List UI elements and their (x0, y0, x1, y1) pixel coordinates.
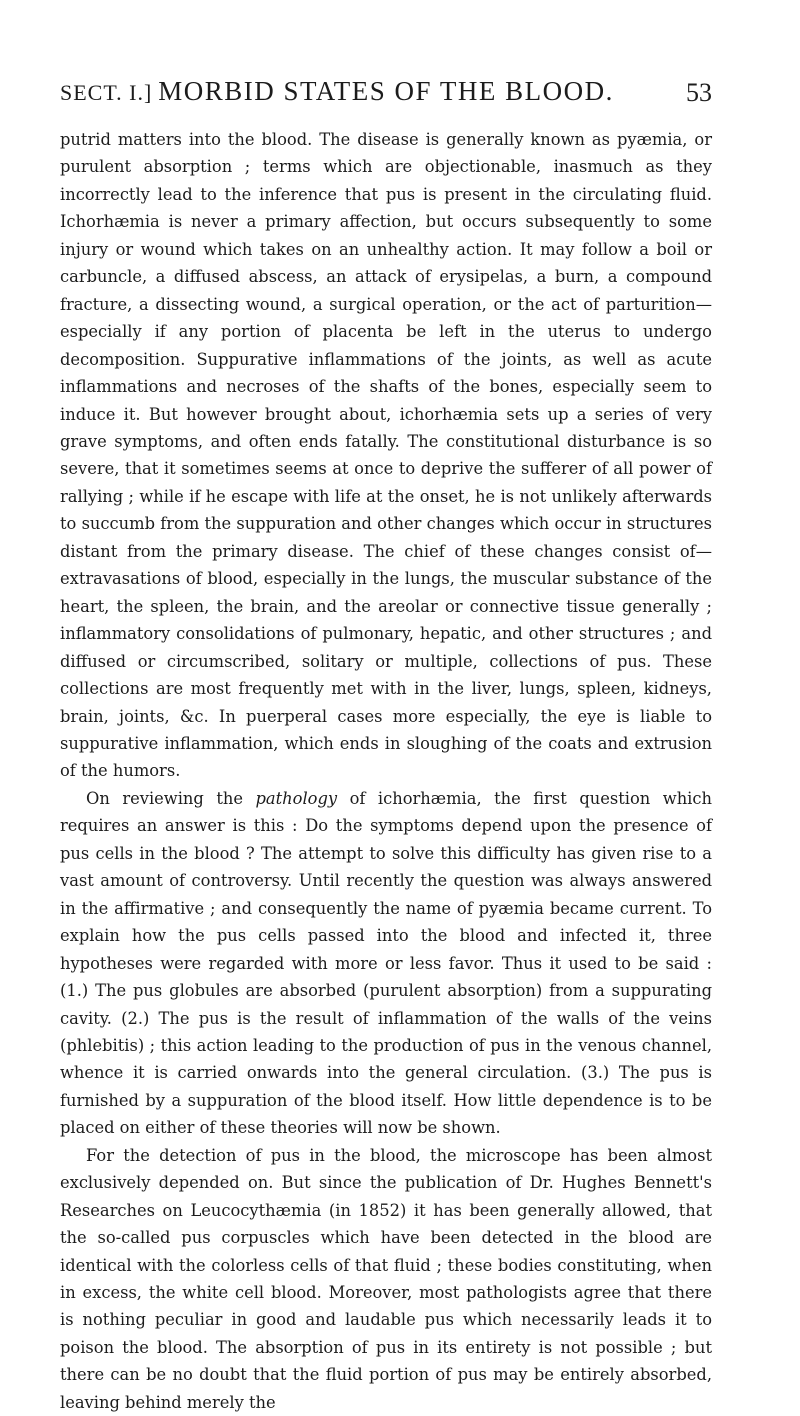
paragraph-3: For the detection of pus in the blood, the microscope has been almost exclusively depended on. But since the publication of Dr. Hughes Bennett's Researches on Leucocythæmia (in 1852) it has been generally allowed, that the so-called pus corpuscles which have been detected in the blood are identical with the colorless cells of that fluid ; these bodies constituting, when in excess, the white cell blood. Moreover, most pathologists agree that there is nothing peculiar in good and laudable pus which necessarily leads it to poison the blood. The absorption of pus in its entirety is not possible ; but there can be no doubt that the fluid portion of pus may be entirely absorbed, leaving behind merely the (60, 1145, 712, 1412)
paragraph-2-start: On reviewing the (86, 788, 256, 808)
running-title: MORBID STATES OF THE BLOOD. (158, 76, 614, 106)
section-marker: SECT. I.] (60, 80, 153, 105)
paragraph-1: putrid matters into the blood. The disease is generally known as pyæmia, or purulent absorption ; terms which are objectionable, inasmuch as they incorrectly lead to the inference that pus is present in the circulating fluid. Ichorhæmia is never a primary affection, but occurs subsequently to some injury or wound which takes on an unhealthy action. It may follow a boil or carbuncle, a diffused abscess, an attack of erysipelas, a burn, a compound fracture, a dissecting wound, a surgical operation, or the act of parturition—especially if any portion of placenta be left in the uterus to undergo decomposition. Suppurative inflammations of the joints, as well as acute inflammations and necroses of the shafts of the bones, especially seem to induce it. But however brought about, ichorhæmia sets up a series of very grave symptoms, and often ends fatally. The constitutional disturbance is so severe, that it sometimes seems at once to deprive the sufferer of all power of rallying ; while if he escape with life at the onset, he is not unlikely afterwards to succumb from the suppuration and other changes which occur in structures distant from the primary disease. The chief of these changes consist of—extravasations of blood, especially in the lungs, the muscular substance of the heart, the spleen, the brain, and the areolar or connective tissue generally ; inflammatory consolidations of pulmonary, hepatic, and other structures ; and diffused or circumscribed, solitary or multiple, collections of pus. These collections are most frequently met with in the liver, lungs, spleen, kidneys, brain, joints, &c. In puerperal cases more especially, the eye is liable to suppurative inflammation, which ends in sloughing of the coats and extrusion of the humors. (60, 130, 712, 781)
body-text (60, 126, 712, 1416)
page-number: 53 (686, 78, 712, 107)
paragraph-2-rest: of ichorhæmia, the first question which requires an answer is this : Do the symptoms depend upon the presence of pus cells in the blood ? The attempt to solve this difficulty has given rise to a vast amount of controversy. Until recently the question was always answered in the affirmative ; and consequently the name of pyæmia became current. To explain how the pus cells passed into the blood and infected it, three hypotheses were regarded with more or less favor. Thus it used to be said : (1.) The pus globules are absorbed (purulent absorption) from a suppurating cavity. (2.) The pus is the result of inflammation of the walls of the veins (phlebitis) ; this action leading to the production of pus in the venous channel, whence it is carried onwards into the general circulation. (3.) The pus is furnished by a suppuration of the blood itself. How little dependence is to be placed on either of these theories will now be shown. (60, 788, 712, 1138)
pathology-emphasis: pathology (255, 788, 338, 808)
paragraph-2 (60, 785, 712, 1142)
running-header (60, 72, 712, 112)
